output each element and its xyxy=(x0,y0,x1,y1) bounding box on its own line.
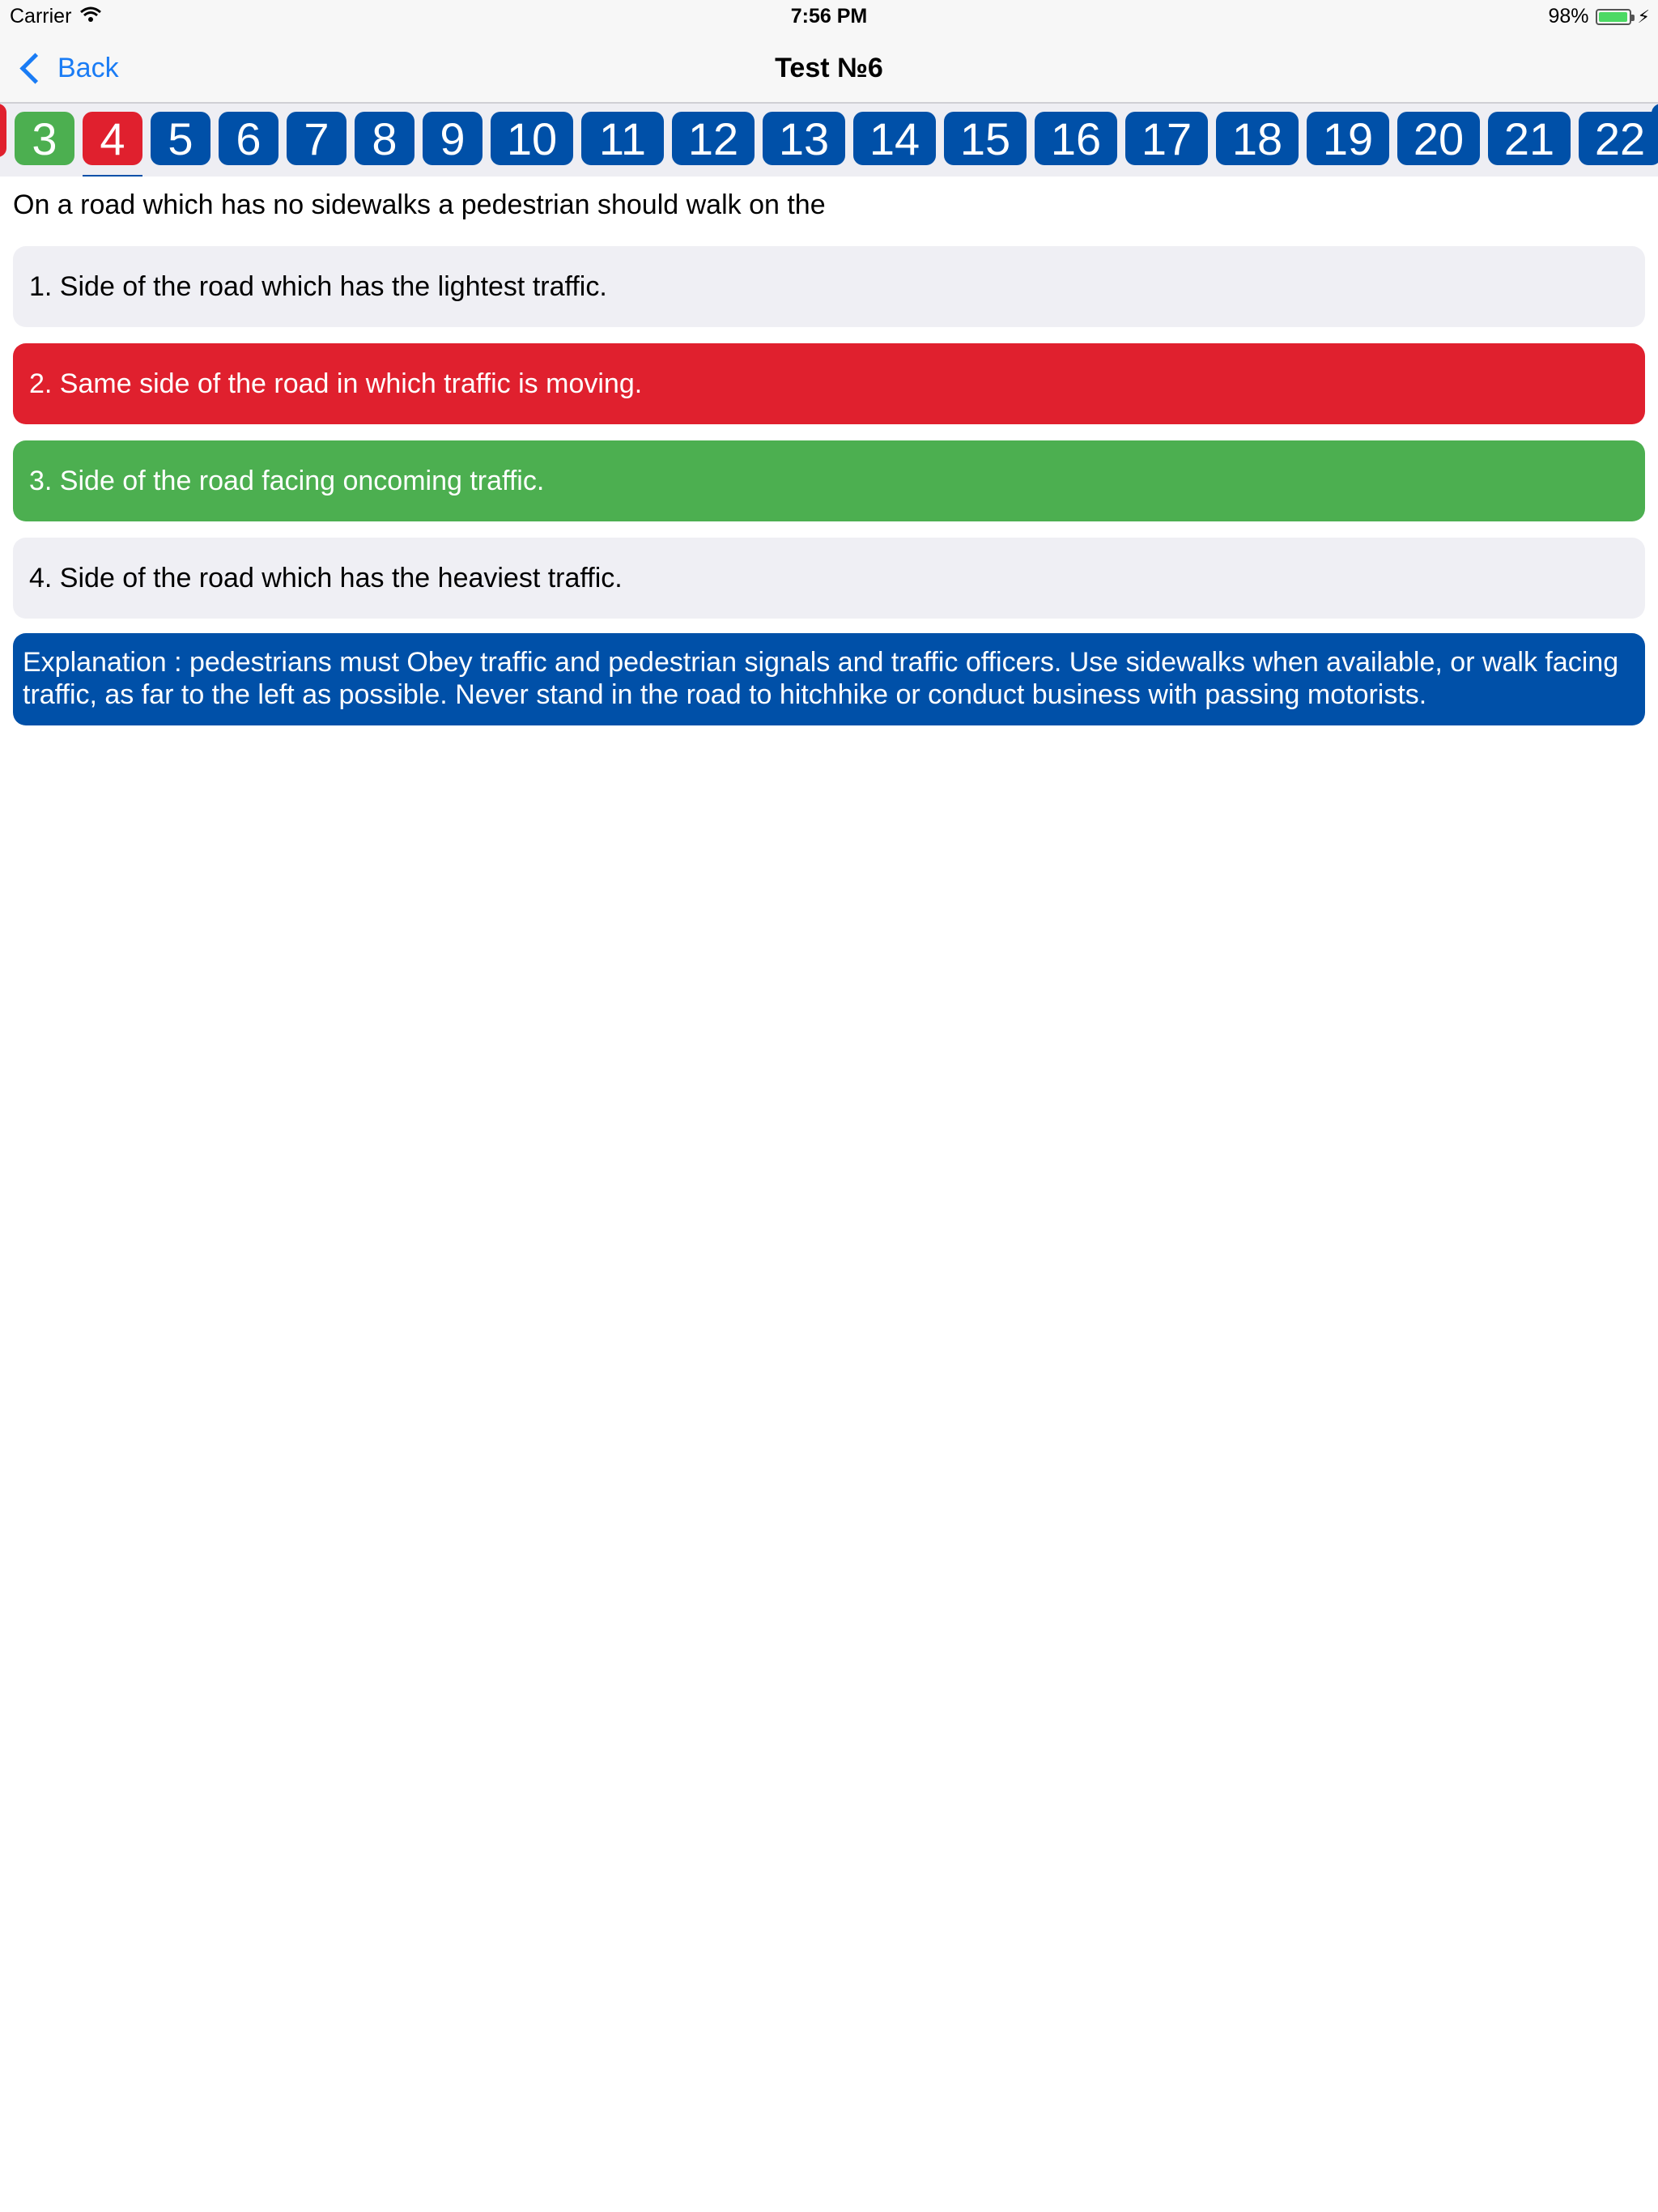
back-label: Back xyxy=(57,52,119,83)
question-number-6[interactable]: 6 xyxy=(219,112,278,165)
question-number-19[interactable]: 19 xyxy=(1307,112,1389,165)
question-number-12[interactable]: 12 xyxy=(672,112,755,165)
question-number-11[interactable]: 11 xyxy=(581,112,664,165)
question-number-16[interactable]: 16 xyxy=(1035,112,1117,165)
charging-bolt-icon: ⚡ xyxy=(1637,6,1650,27)
question-number-13[interactable]: 13 xyxy=(763,112,845,165)
question-number-14[interactable]: 14 xyxy=(853,112,936,165)
question-number-21[interactable]: 21 xyxy=(1488,112,1571,165)
battery-icon xyxy=(1596,9,1631,25)
question-number-17[interactable]: 17 xyxy=(1125,112,1208,165)
question-number-partial[interactable] xyxy=(0,104,6,157)
battery-percent: 98% xyxy=(1548,5,1589,28)
answer-option-2[interactable]: 2. Same side of the road in which traffic is moving. xyxy=(13,343,1645,424)
question-number-partial[interactable] xyxy=(1652,104,1658,157)
question-number-15[interactable]: 15 xyxy=(944,112,1027,165)
question-number-20[interactable]: 20 xyxy=(1397,112,1480,165)
answer-option-4[interactable]: 4. Side of the road which has the heaviest traffic. xyxy=(13,538,1645,619)
navigation-bar xyxy=(0,32,1658,104)
explanation-panel: Explanation : pedestrians must Obey traffic and pedestrian signals and traffic officers. Use sidewalks when available, or walk facing traffic, as far to the left as possible. Never stand in the road to hitchhike or conduct business with passing motorists. xyxy=(13,633,1645,725)
question-number-4[interactable]: 4 xyxy=(83,112,142,165)
carrier-label: Carrier xyxy=(10,5,72,28)
question-number-22[interactable]: 22 xyxy=(1579,112,1658,165)
question-number-3[interactable]: 3 xyxy=(15,112,74,165)
battery-fill xyxy=(1599,12,1627,22)
question-number-9[interactable]: 9 xyxy=(423,112,483,165)
question-number-5[interactable]: 5 xyxy=(151,112,210,165)
page-title: Test №6 xyxy=(775,53,883,83)
question-number-10[interactable]: 10 xyxy=(491,112,573,165)
question-number-8[interactable]: 8 xyxy=(355,112,414,165)
question-number-strip[interactable] xyxy=(0,104,1658,177)
question-number-7[interactable]: 7 xyxy=(287,112,346,165)
status-time: 7:56 PM xyxy=(790,5,868,28)
status-right xyxy=(1549,5,1651,28)
question-text: On a road which has no sidewalks a pedestrian should walk on the xyxy=(13,189,826,220)
status-bar xyxy=(0,0,1658,32)
question-number-18[interactable]: 18 xyxy=(1216,112,1299,165)
answer-option-1[interactable]: 1. Side of the road which has the lightest traffic. xyxy=(13,246,1645,327)
selected-question-indicator xyxy=(83,175,142,177)
answer-option-3[interactable]: 3. Side of the road facing oncoming traffic. xyxy=(13,440,1645,521)
